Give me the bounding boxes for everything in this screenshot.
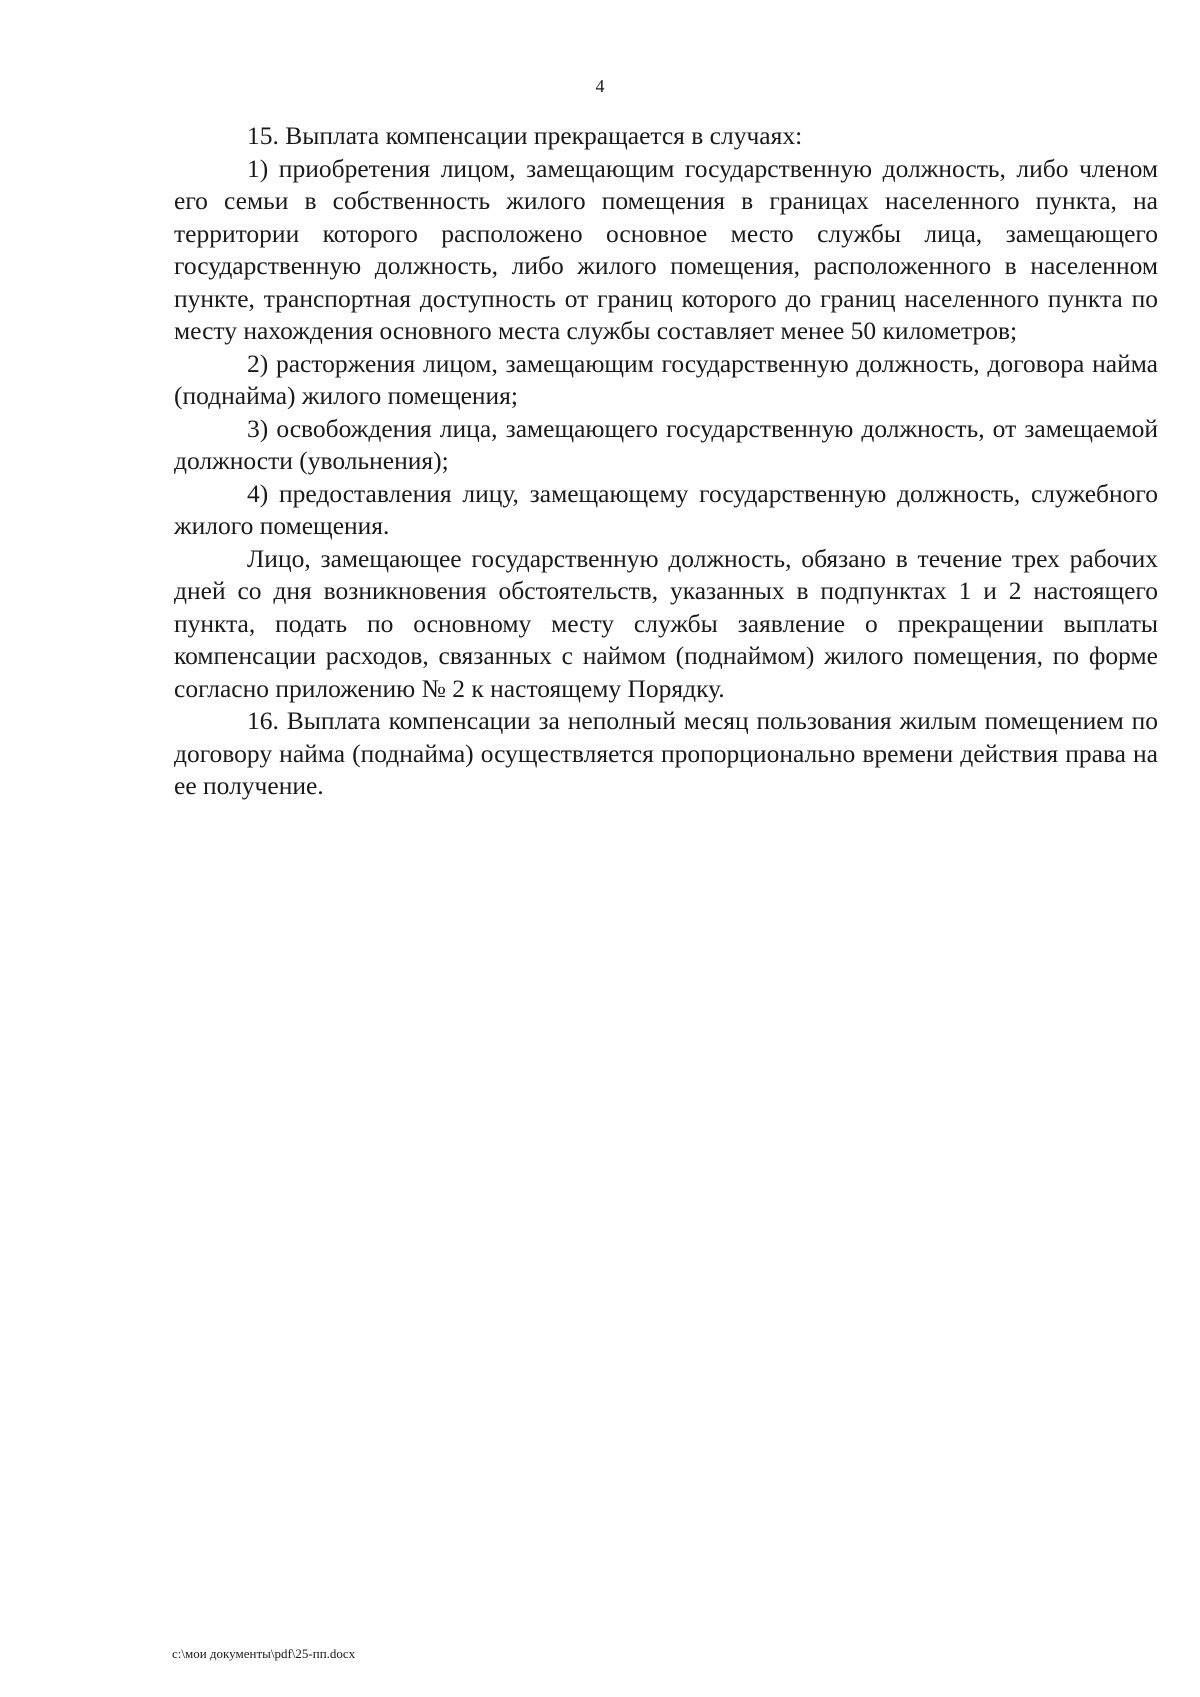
page-number: 4: [595, 76, 605, 96]
paragraph-item-2: 2) расторжения лицом, замещающим государственную должность, договора найма (поднайма) жилого помещения;: [174, 348, 1158, 410]
paragraph-item-1: 1) приобретения лицом, замещающим государственную должность, либо членом его семьи в собственность жилого помещения в границах населенного пункта, на территории которого расположено основное место службы лица, замещающего государственную должность, либо жилого помещения, расположенного в населенном пункте, транспортная доступность от границ которого до границ населенного пункта по месту нахождения основного места службы составляет менее 50 километров;: [174, 153, 1158, 345]
paragraph-item-4: 4) предоставления лицу, замещающему государственную должность, служебного жилого помещения.: [174, 478, 1158, 540]
document-body: [174, 120, 1158, 803]
paragraph-item-3: 3) освобождения лица, замещающего государственную должность, от замещаемой должности (увольнения);: [174, 413, 1158, 475]
footer-file-path: c:\мои документы\pdf\25-пп.docx: [172, 1646, 356, 1661]
paragraph-15-heading: 15. Выплата компенсации прекращается в случаях:: [247, 121, 803, 150]
paragraph-obligation: Лицо, замещающее государственную должность, обязано в течение трех рабочих дней со дня возникновения обстоятельств, указанных в подпунктах 1 и 2 настоящего пункта, подать по основному месту службы заявление о прекращении выплаты компенсации расходов, связанных с наймом (поднаймом) жилого помещения, по форме согласно приложению № 2 к настоящему Порядку.: [174, 543, 1158, 703]
paragraph-16: 16. Выплата компенсации за неполный месяц пользования жилым помещением по договору найма (поднайма) осуществляется пропорционально времени действия права на ее получение.: [174, 706, 1158, 800]
